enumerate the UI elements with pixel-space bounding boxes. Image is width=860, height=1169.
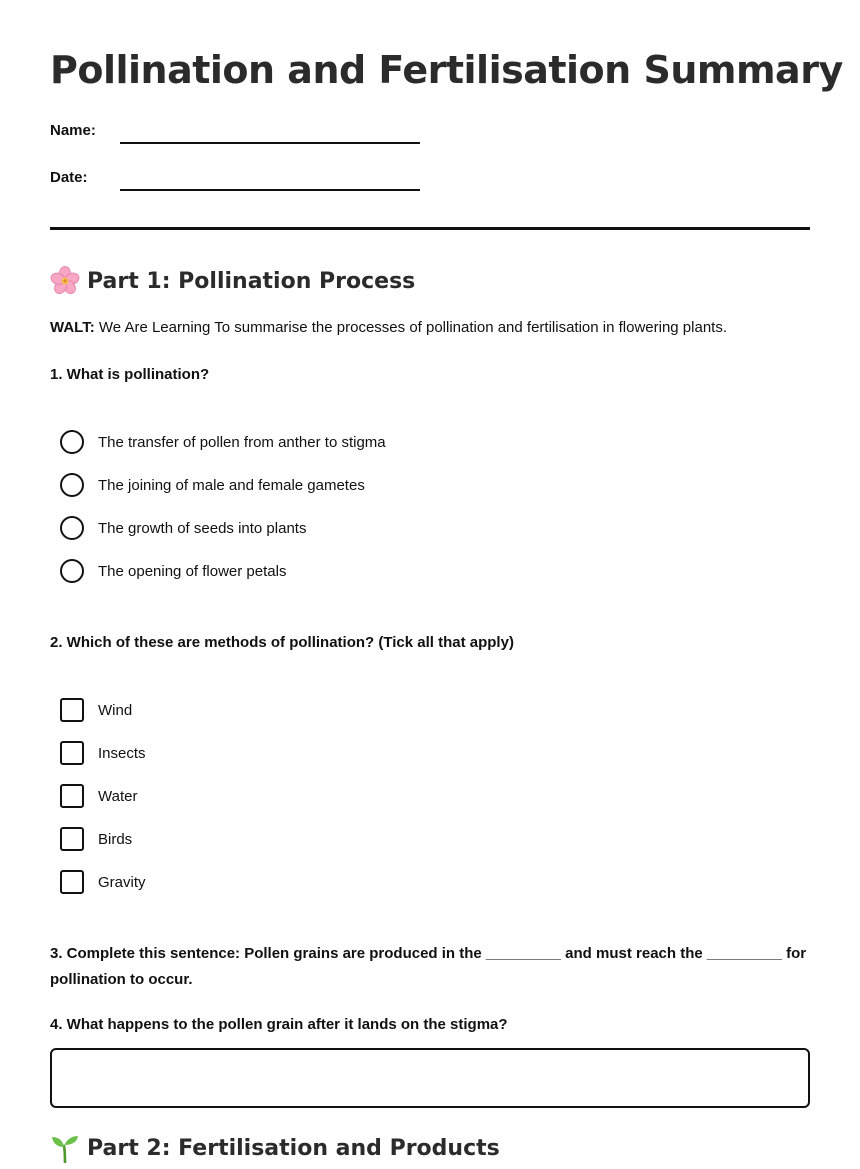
- q2-option-gravity[interactable]: [60, 870, 146, 894]
- radio-button[interactable]: [60, 516, 84, 540]
- walt-text: We Are Learning To summarise the processes of pollination and fertilisation in flowering plants.: [94, 319, 728, 336]
- option-label: The joining of male and female gametes: [98, 476, 365, 494]
- radio-button[interactable]: [60, 473, 84, 497]
- part1-heading-text: Part 1: Pollination Process: [87, 268, 416, 294]
- part1-heading: [50, 266, 415, 296]
- part2-heading: [50, 1133, 500, 1163]
- option-label: Water: [98, 787, 138, 805]
- option-label: Wind: [98, 701, 133, 719]
- walt-statement: [50, 319, 727, 336]
- question-1: 1. What is pollination?: [50, 366, 210, 383]
- q1-option-4[interactable]: [60, 559, 286, 583]
- checkbox[interactable]: [60, 741, 84, 765]
- header-divider: [50, 227, 810, 230]
- q4-answer-input[interactable]: [50, 1048, 810, 1108]
- part2-heading-text: Part 2: Fertilisation and Products: [87, 1135, 500, 1161]
- name-input[interactable]: [120, 122, 424, 146]
- question-2: 2. Which of these are methods of pollination? (Tick all that apply): [50, 634, 514, 651]
- name-label: Name:: [50, 122, 96, 139]
- q1-option-3[interactable]: [60, 516, 306, 540]
- option-label: The growth of seeds into plants: [98, 519, 307, 537]
- q1-option-1[interactable]: [60, 430, 386, 454]
- q1-option-2[interactable]: [60, 473, 365, 497]
- date-label: Date:: [50, 169, 88, 186]
- seedling-icon: [50, 1133, 80, 1163]
- radio-button[interactable]: [60, 430, 84, 454]
- checkbox[interactable]: [60, 784, 84, 808]
- q2-option-insects[interactable]: [60, 741, 146, 765]
- walt-label: WALT:: [50, 319, 95, 336]
- checkbox[interactable]: [60, 827, 84, 851]
- option-label: Birds: [98, 830, 133, 848]
- question-3: 3. Complete this sentence: Pollen grains are produced in the _________ and must reach the _________ for pollination to occur.: [50, 945, 807, 988]
- radio-button[interactable]: [60, 559, 84, 583]
- q2-option-birds[interactable]: [60, 827, 132, 851]
- option-label: Gravity: [98, 873, 146, 891]
- option-label: The transfer of pollen from anther to stigma: [98, 433, 386, 451]
- page-title: Pollination and Fertilisation Summary: [50, 48, 843, 92]
- question-4: 4. What happens to the pollen grain after it lands on the stigma?: [50, 1016, 508, 1033]
- q2-option-water[interactable]: [60, 784, 137, 808]
- date-input[interactable]: [120, 169, 424, 193]
- checkbox[interactable]: [60, 698, 84, 722]
- option-label: Insects: [98, 744, 146, 762]
- cherry-blossom-icon: [50, 266, 80, 296]
- option-label: The opening of flower petals: [98, 562, 287, 580]
- checkbox[interactable]: [60, 870, 84, 894]
- q2-option-wind[interactable]: [60, 698, 132, 722]
